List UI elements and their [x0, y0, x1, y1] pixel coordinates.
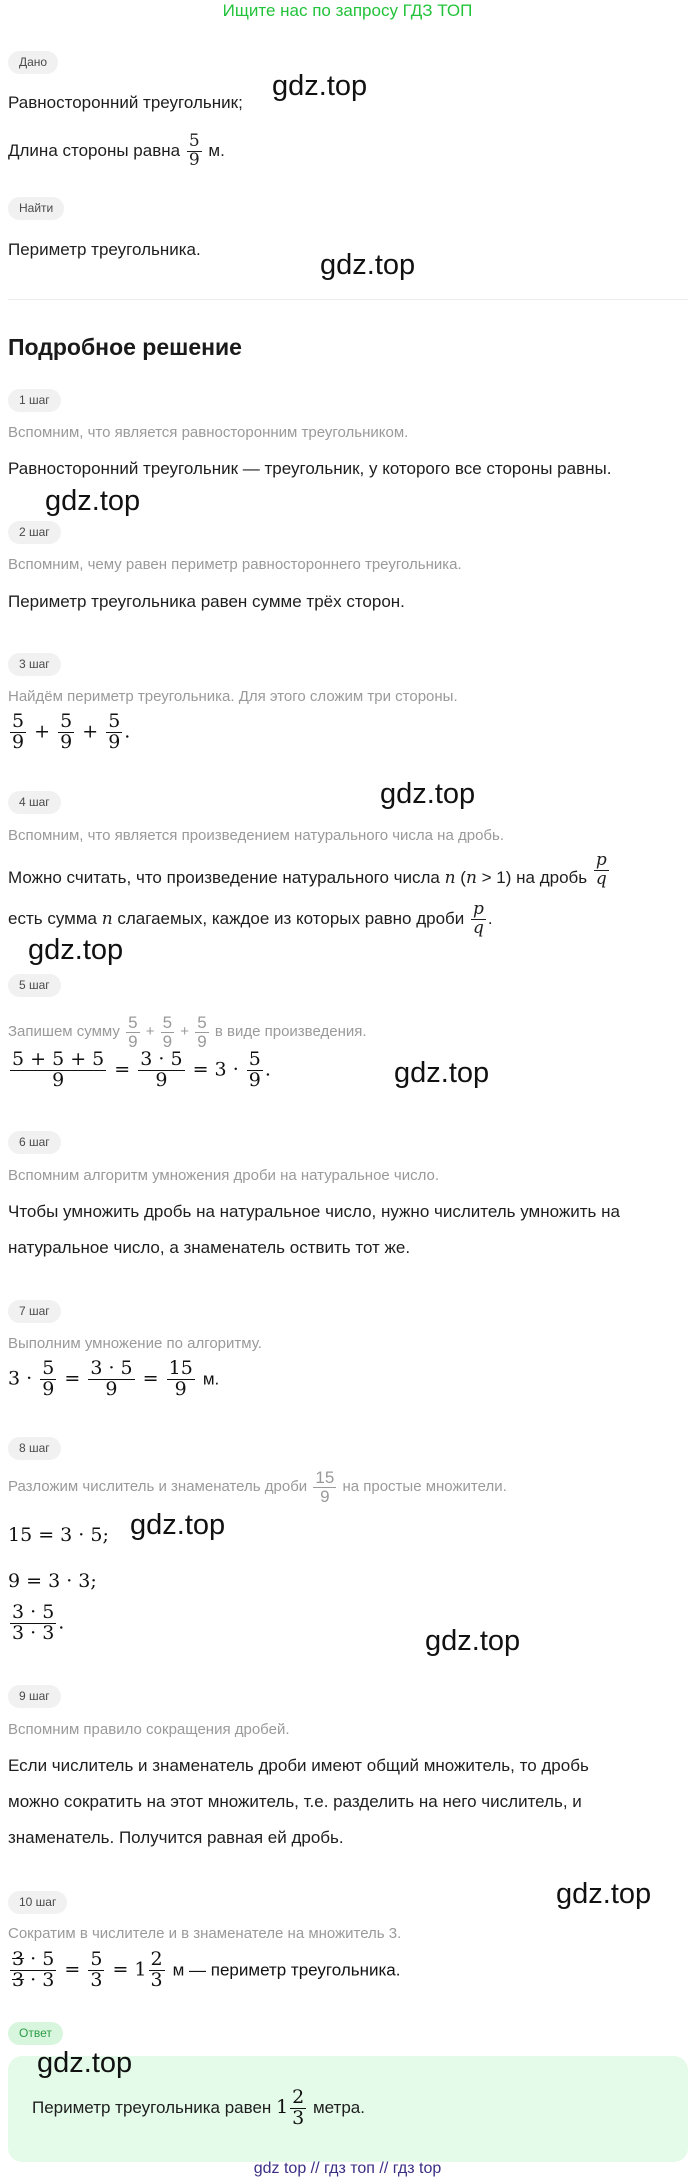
- given-line-1: Равносторонний треугольник;: [8, 93, 243, 112]
- step-2-tag: 2 шаг: [8, 521, 61, 544]
- footer-link-2[interactable]: гдз топ: [324, 2160, 375, 2177]
- answer-text: Периметр треугольника равен 1 $\frac{2}{3}$ метра.: [32, 2085, 365, 2129]
- step-1-tag: 1 шаг: [8, 389, 61, 412]
- footer-link-1[interactable]: gdz top: [253, 2160, 307, 2177]
- tag-given: Дано: [8, 51, 58, 74]
- step-8-tag: 8 шаг: [8, 1437, 61, 1460]
- watermark: gdz.top: [272, 70, 368, 102]
- watermark: gdz.top: [37, 2047, 133, 2079]
- watermark: gdz.top: [28, 934, 124, 966]
- watermark: gdz.top: [320, 249, 416, 281]
- step-3-hint: Найдём периметр треугольника. Для этого сложим три стороны.: [8, 688, 458, 705]
- watermark: gdz.top: [394, 1057, 490, 1089]
- watermark: gdz.top: [45, 485, 141, 517]
- step-8-line-3: $\frac{3 \cdot 5}{3 \cdot 3}$ .: [12, 1601, 65, 1644]
- step-5-tag: 5 шаг: [8, 974, 61, 997]
- step-7-formula: 3 · $\frac{5}{9}$ = $\frac{3 \cdot 5}{9}$ = $\frac{15}{9}$ м.: [8, 1357, 220, 1400]
- watermark: gdz.top: [130, 1509, 226, 1541]
- step-6-text-1: Чтобы умножить дробь на натуральное число, нужно числитель умножить на: [8, 1202, 620, 1221]
- given-side-unit: м.: [208, 141, 225, 160]
- step-8-line-2: 9 = 3 · 3;: [8, 1570, 97, 1592]
- step-9-tag: 9 шаг: [8, 1685, 61, 1708]
- search-banner: Ищите нас по запросу ГДЗ ТОП: [222, 1, 473, 20]
- given-line-2: [8, 131, 225, 171]
- step-7-hint: Выполним умножение по алгоритму.: [8, 1335, 262, 1352]
- step-10-hint: Сократим в числителе и в знаменателе на множитель 3.: [8, 1925, 402, 1942]
- watermark: gdz.top: [425, 1625, 521, 1657]
- step-10-formula: $\frac{3 \cdot 5}{3 \cdot 3}$ = $\frac{5}{3}$ = 1 $\frac{2}{3}$ м — периметр треугольника.: [12, 1948, 401, 1991]
- step-8-hint: Разложим числитель и знаменатель дроби $\frac{15}{9}$ на простые множители.: [8, 1467, 507, 1506]
- given-side-fraction: $\frac{5}{9}$: [188, 131, 200, 171]
- step-5-hint: Запишем сумму $\frac{5}{9}$ + $\frac{5}{9}$ + $\frac{5}{9}$ в виде произведения.: [8, 1012, 367, 1051]
- watermark: gdz.top: [380, 778, 476, 810]
- step-9-text-2: можно сократить на этот множитель, т.е. разделить на него числитель, и: [8, 1792, 582, 1811]
- step-4-hint: Вспомним, что является произведением натурального числа на дробь.: [8, 827, 504, 844]
- step-4-tag: 4 шаг: [8, 791, 61, 814]
- step-6-hint: Вспомним алгоритм умножения дроби на натуральное число.: [8, 1167, 440, 1184]
- step-1-hint: Вспомним, что является равносторонним треугольником.: [8, 424, 409, 441]
- tag-answer: Ответ: [8, 2022, 63, 2045]
- given-side-label: Длина стороны равна: [8, 141, 181, 160]
- find-text: Периметр треугольника.: [8, 240, 201, 259]
- step-7-tag: 7 шаг: [8, 1300, 61, 1323]
- step-3-formula: $\frac{5}{9}$ + $\frac{5}{9}$ + $\frac{5}{9}$ .: [12, 710, 131, 753]
- step-4-text-1: Можно считать, что произведение натурального числа n (n > 1) на дробь $\frac{p}{q}$: [8, 850, 607, 889]
- step-10-tag: 10 шаг: [8, 1891, 67, 1914]
- step-6-text-2: натуральное число, а знаменатель оствить тот же.: [8, 1238, 411, 1257]
- footer-link-3[interactable]: гдз top: [392, 2160, 442, 2177]
- footer-links: [0, 2158, 695, 2180]
- step-9-text-1: Если числитель и знаменатель дроби имеют общий множитель, то дробь: [8, 1756, 589, 1775]
- tag-find: Найти: [8, 197, 64, 220]
- step-3-tag: 3 шаг: [8, 653, 61, 676]
- step-5-formula: $\frac{5 + 5 + 5}{9}$ = $\frac{3 \cdot 5}{9}$ = 3 · $\frac{5}{9}$ .: [12, 1048, 271, 1091]
- step-2-text: Периметр треугольника равен сумме трёх сторон.: [8, 592, 405, 611]
- footer-separator: //: [379, 2160, 393, 2177]
- step-1-text: Равносторонний треугольник — треугольник, у которого все стороны равны.: [8, 459, 612, 478]
- footer-separator: //: [310, 2160, 325, 2177]
- solution-title: Подробное решение: [8, 334, 242, 360]
- step-6-tag: 6 шаг: [8, 1131, 61, 1154]
- step-8-line-1: 15 = 3 · 5;: [8, 1524, 109, 1546]
- step-9-hint: Вспомним правило сокращения дробей.: [8, 1721, 290, 1738]
- step-2-hint: Вспомним, чему равен периметр равностороннего треугольника.: [8, 556, 462, 573]
- divider: [8, 299, 688, 300]
- step-9-text-3: знаменатель. Получится равная ей дробь.: [8, 1828, 344, 1847]
- watermark: gdz.top: [556, 1878, 652, 1910]
- step-4-text-2: есть сумма n слагаемых, каждое из которых равно дроби $\frac{p}{q}$ .: [8, 899, 493, 938]
